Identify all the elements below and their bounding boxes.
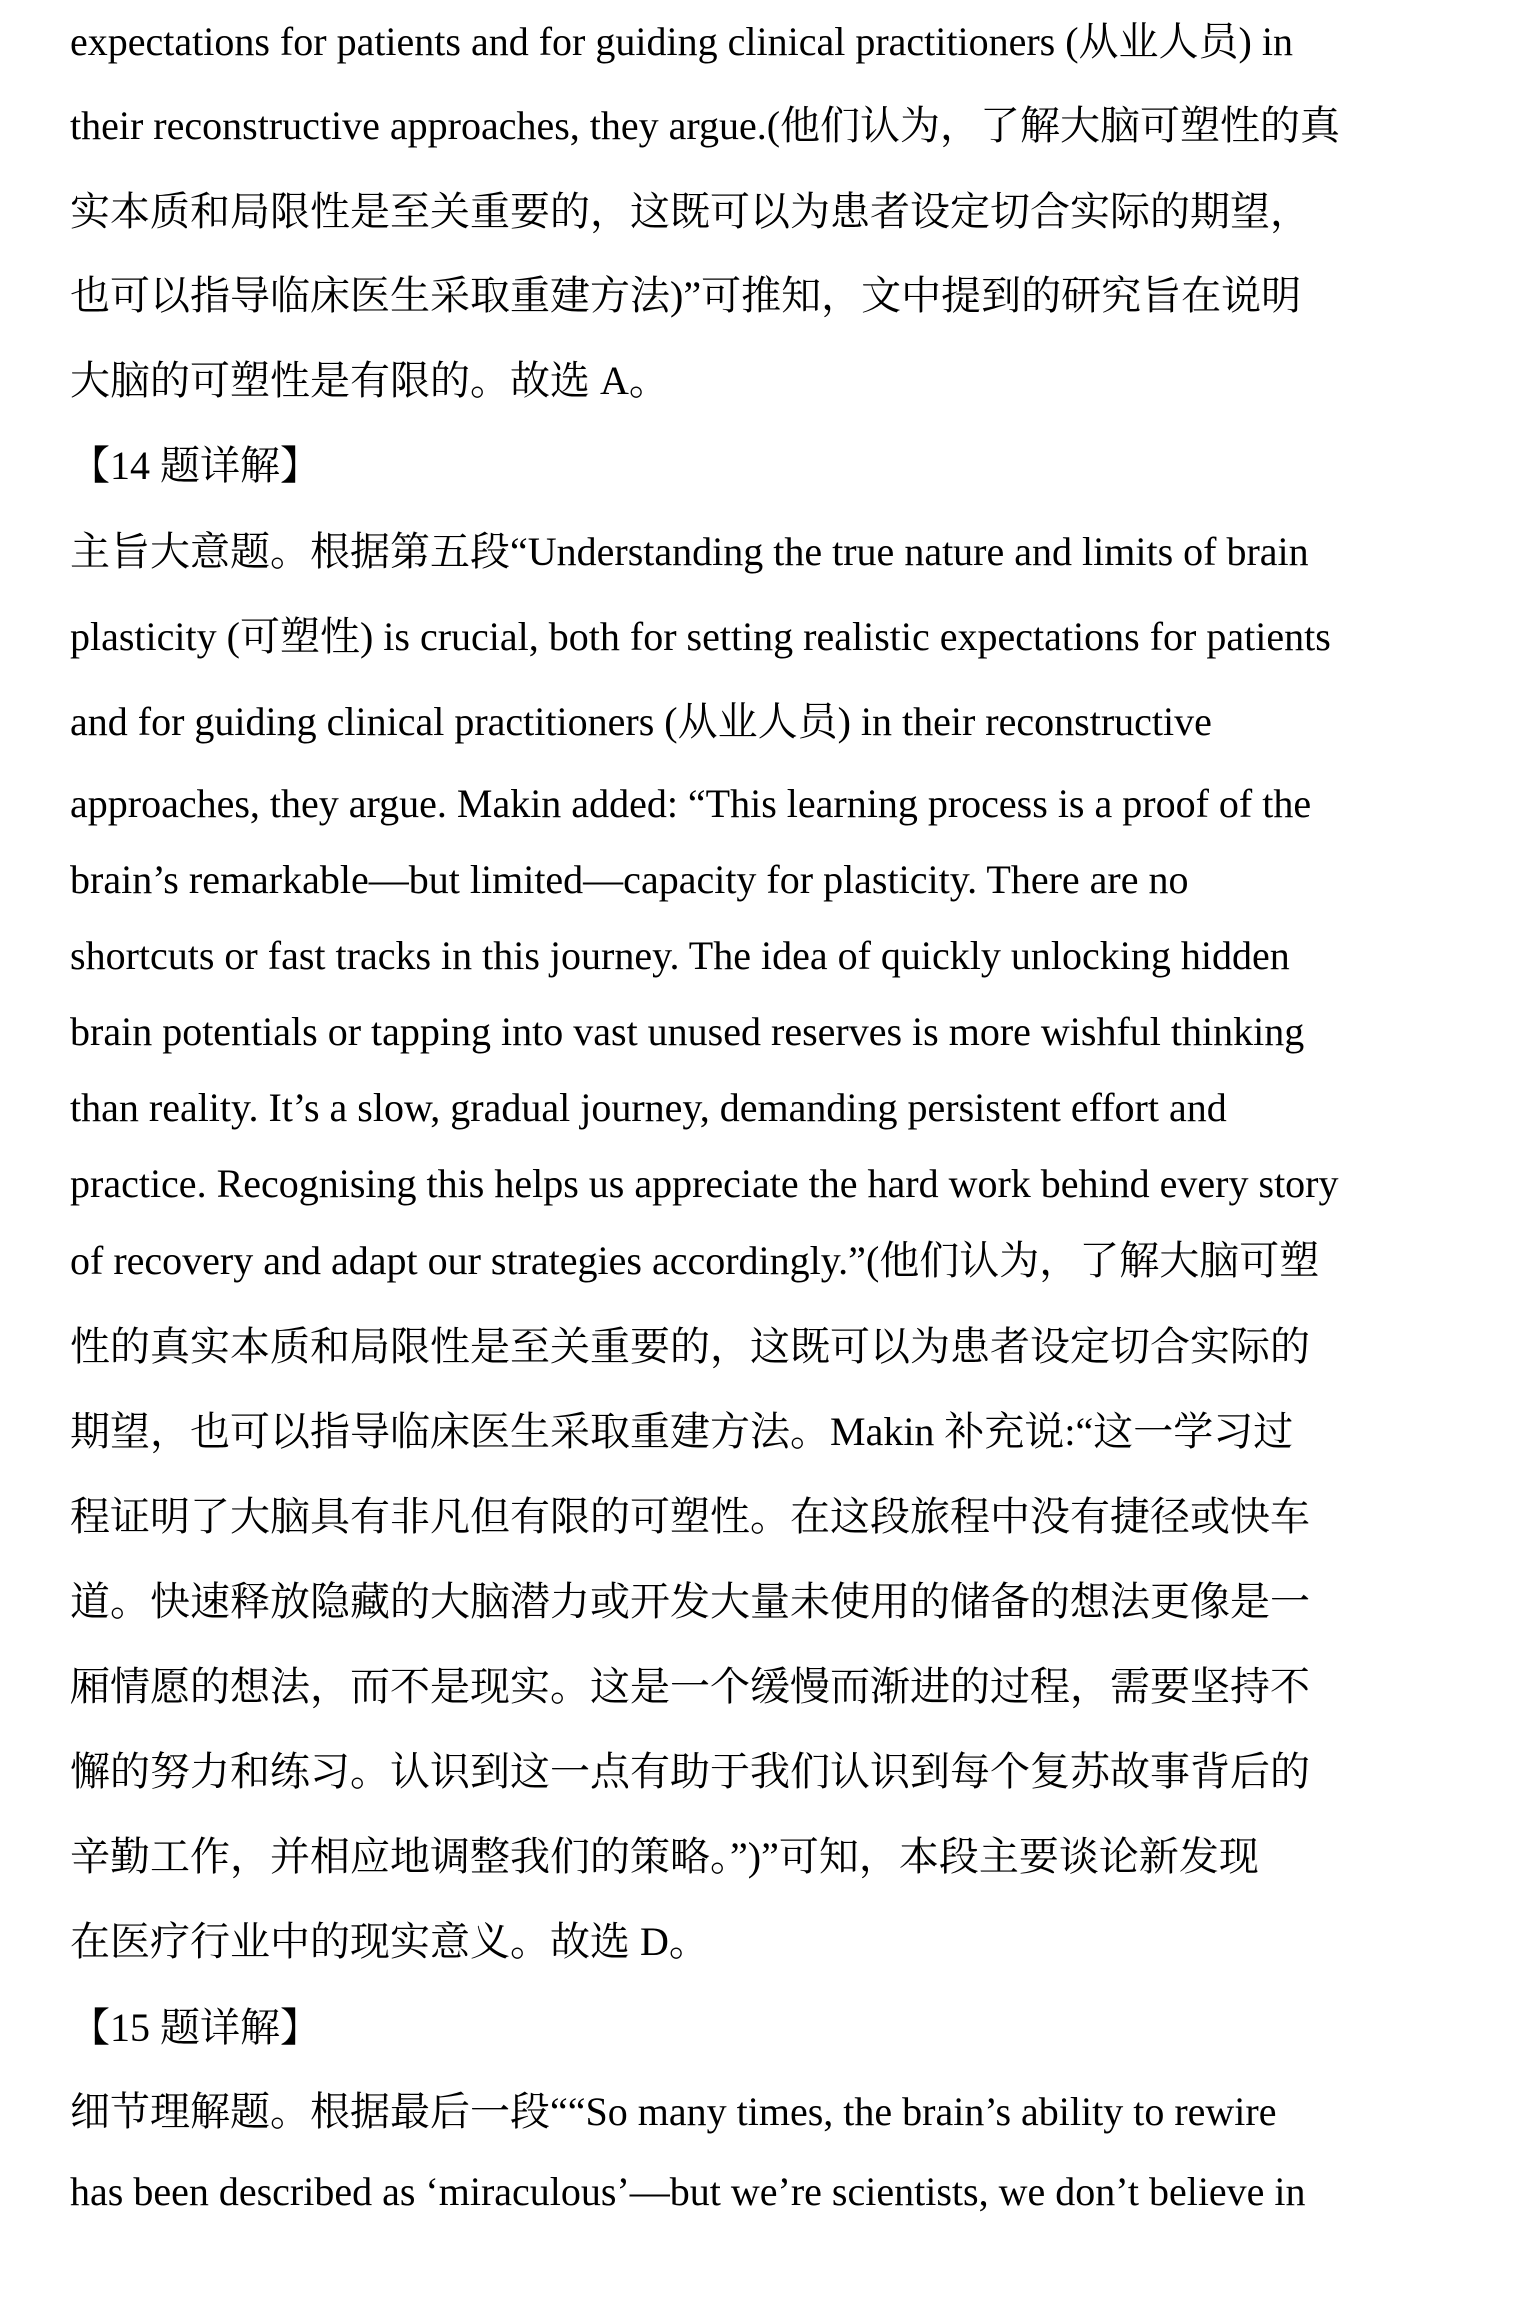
text-line: 主旨大意题。根据第五段“Understanding the true nature and limits of brain [70,529,1309,574]
text-line: of recovery and adapt our strategies accordingly.”(他们认为，了解大脑可塑 [70,1238,1320,1283]
text-line: expectations for patients and for guiding clinical practitioners (从业人员) in [70,19,1293,64]
text-line: 大脑的可塑性是有限的。故选 A。 [70,358,669,403]
text-line: 期望，也可以指导临床医生采取重建方法。Makin 补充说:“这一学习过 [70,1409,1294,1454]
text-line: than reality. It’s a slow, gradual journey, demanding persistent effort and [70,1085,1227,1130]
text-line: 厢情愿的想法，而不是现实。这是一个缓慢而渐进的过程，需要坚持不 [70,1664,1310,1709]
text-line: 实本质和局限性是至关重要的，这既可以为患者设定切合实际的期望， [70,189,1310,234]
text-line: 也可以指导临床医生采取重建方法)”可推知，文中提到的研究旨在说明 [70,273,1302,318]
text-line: 性的真实本质和局限性是至关重要的，这既可以为患者设定切合实际的 [70,1324,1310,1369]
text-line: has been described as ‘miraculous’—but we’re scientists, we don’t believe in [70,2169,1306,2214]
text-line: 道。快速释放隐藏的大脑潜力或开发大量未使用的储备的想法更像是一 [70,1579,1310,1624]
text-line: brain potentials or tapping into vast unused reserves is more wishful thinking [70,1009,1305,1054]
text-line: shortcuts or fast tracks in this journey. The idea of quickly unlocking hidden [70,933,1290,978]
text-line: 辛勤工作，并相应地调整我们的策略。”)”可知，本段主要谈论新发现 [70,1834,1259,1879]
text-line: and for guiding clinical practitioners (从业人员) in their reconstructive [70,699,1212,744]
text-line: plasticity (可塑性) is crucial, both for setting realistic expectations for patients [70,614,1331,659]
section-heading-15: 【15 题详解】 [70,2005,320,2050]
text-line: 在医疗行业中的现实意义。故选 D。 [70,1919,709,1964]
section-heading-14: 【14 题详解】 [70,443,320,488]
text-line: practice. Recognising this helps us appreciate the hard work behind every story [70,1161,1339,1206]
text-line: brain’s remarkable—but limited—capacity for plasticity. There are no [70,857,1189,902]
text-line: 懈的努力和练习。认识到这一点有助于我们认识到每个复苏故事背后的 [70,1749,1310,1794]
text-line: 细节理解题。根据最后一段““So many times, the brain’s ability to rewire [70,2089,1277,2134]
text-line: 程证明了大脑具有非凡但有限的可塑性。在这段旅程中没有捷径或快车 [70,1494,1310,1539]
text-line: approaches, they argue. Makin added: “This learning process is a proof of the [70,781,1312,826]
text-line: their reconstructive approaches, they argue.(他们认为，了解大脑可塑性的真 [70,103,1341,148]
